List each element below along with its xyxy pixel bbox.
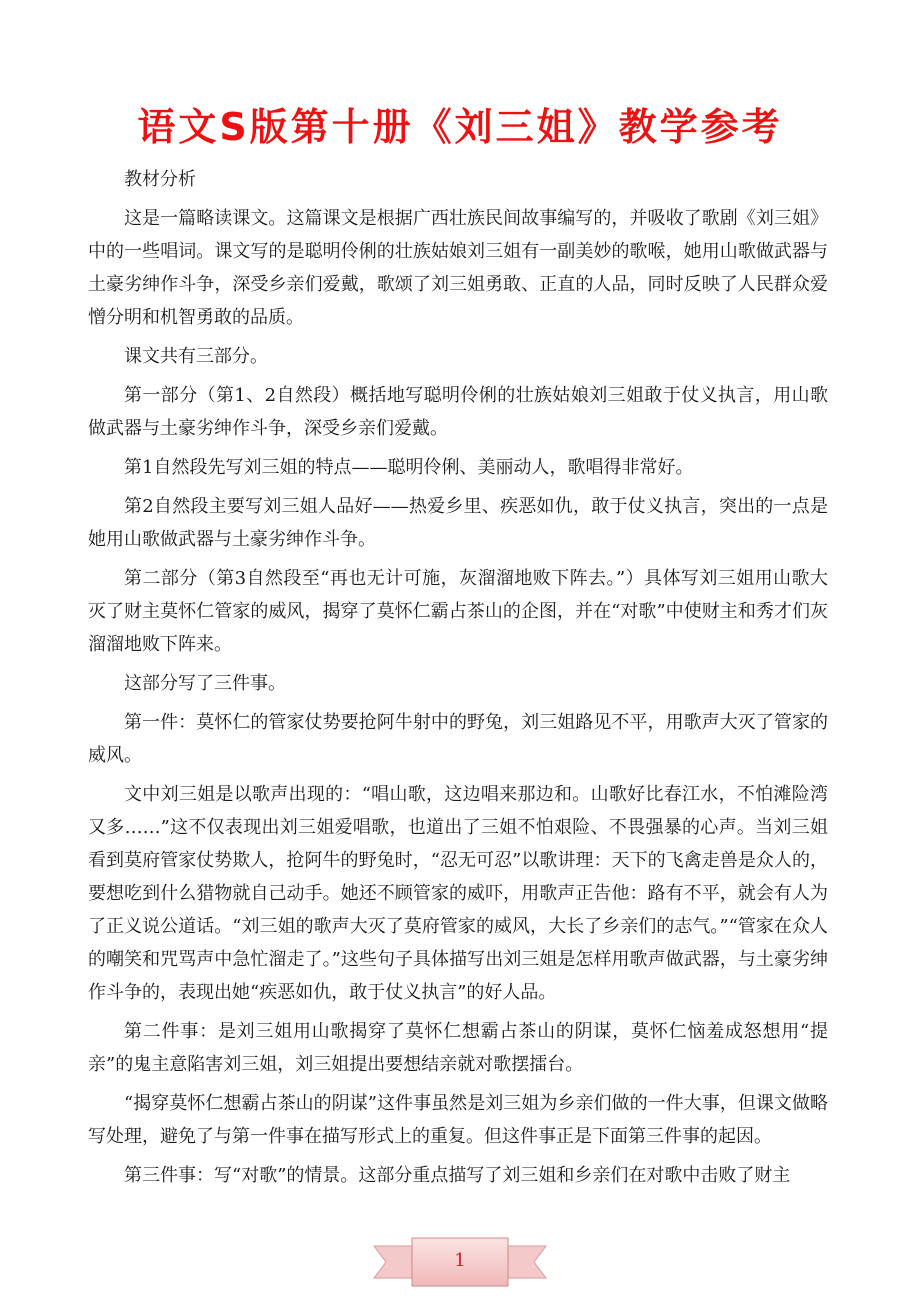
document-body [88,163,828,1198]
page-number: 1 [454,1250,466,1271]
paragraph: 第一部分（第1、2自然段）概括地写聪明伶俐的壮族姑娘刘三姐敢于仗义执言，用山歌做武器与土豪劣绅作斗争，深受乡亲们爱戴。 [88,385,828,439]
paragraph: “揭穿莫怀仁想霸占茶山的阴谋”这件事虽然是刘三姐为乡亲们做的一件大事，但课文做略写处理，避免了与第一件事在描写形式上的重复。但这件事正是下面第三件事的起因。 [88,1093,828,1147]
paragraph: 第一件：莫怀仁的管家仗势要抢阿牛射中的野兔，刘三姐路见不平，用歌声大灭了管家的威风。 [88,712,828,766]
paragraph: 第1自然段先写刘三姐的特点——聪明伶俐、美丽动人，歌唱得非常好。 [124,457,694,478]
paragraph: 教材分析 [124,169,196,190]
page-footer [372,1232,548,1292]
paragraph: 这部分写了三件事。 [124,673,286,694]
paragraph: 第二件事：是刘三姐用山歌揭穿了莫怀仁想霸占茶山的阴谋，莫怀仁恼羞成怒想用“提亲”的鬼主意陷害刘三姐，刘三姐提出要想结亲就对歌摆擂台。 [88,1021,828,1075]
paragraph: 第2自然段主要写刘三姐人品好——热爱乡里、疾恶如仇，敢于仗义执言，突出的一点是她用山歌做武器与土豪劣绅作斗争。 [88,496,828,550]
paragraph: 第二部分（第3自然段至“再也无计可施，灰溜溜地败下阵去。”）具体写刘三姐用山歌大灭了财主莫怀仁管家的威风，揭穿了莫怀仁霸占茶山的企图，并在“对歌”中使财主和秀才们灰溜溜地败下阵来。 [88,568,828,655]
paragraph: 这是一篇略读课文。这篇课文是根据广西壮族民间故事编写的，并吸收了歌剧《刘三姐》中的一些唱词。课文写的是聪明伶俐的壮族姑娘刘三姐有一副美妙的歌喉，她用山歌做武器与土豪劣绅作斗争，深受乡亲们爱戴，歌颂了刘三姐勇敢、正直的人品，同时反映了人民群众爱憎分明和机智勇敢的品质。 [88,208,828,328]
paragraph: 文中刘三姐是以歌声出现的：“唱山歌，这边唱来那边和。山歌好比春江水，不怕滩险湾又多……”这不仅表现出刘三姐爱唱歌，也道出了三姐不怕艰险、不畏强暴的心声。当刘三姐看到莫府管家仗势欺人，抢阿牛的野兔时，“忍无可忍”以歌讲理：天下的飞禽走兽是众人的，要想吃到什么猎物就自己动手。她还不顾管家的威吓，用歌声正告他：路有不平，就会有人为了正义说公道话。“刘三姐的歌声大灭了莫府管家的威风，大长了乡亲们的志气。”“管家在众人的嘲笑和咒骂声中急忙溜走了。”这些句子具体描写出刘三姐是怎样用歌声做武器，与土豪劣绅作斗争的，表现出她“疾恶如仇，敢于仗义执言”的好人品。 [88,784,828,1003]
document-title: 语文S版第十册《刘三姐》教学参考 [137,105,783,149]
paragraph: 课文共有三部分。 [124,346,268,367]
paragraph: 第三件事：写“对歌”的情景。这部分重点描写了刘三姐和乡亲们在对歌中击败了财主 [124,1165,791,1186]
